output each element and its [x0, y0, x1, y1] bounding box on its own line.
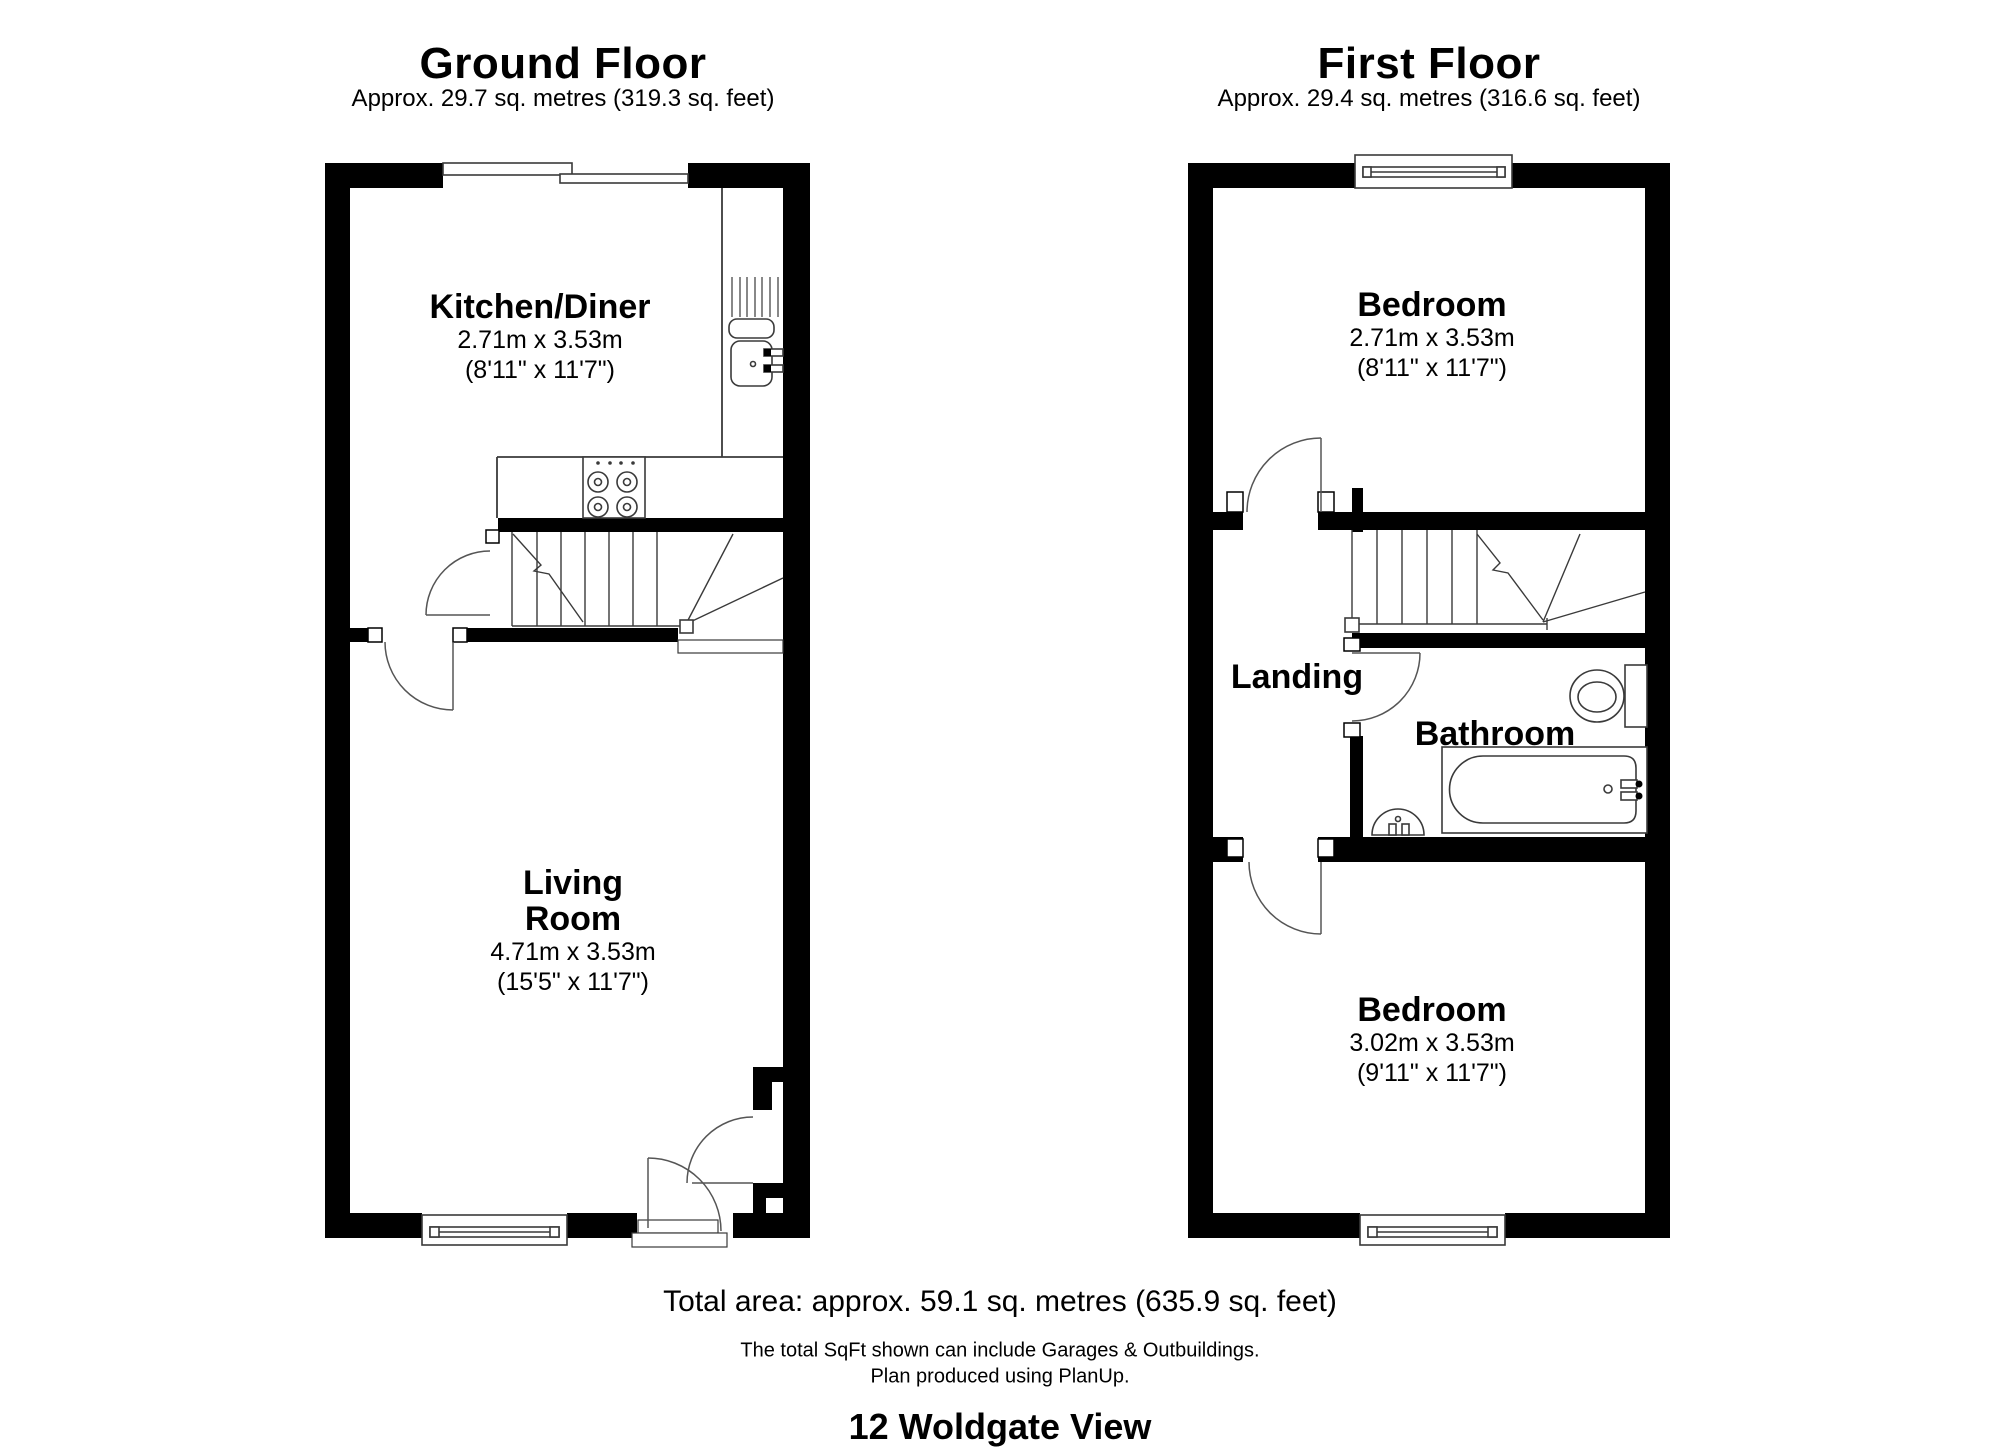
gf-vestibule-door [687, 1117, 753, 1183]
bathroom-label: Bathroom [1414, 715, 1576, 753]
living-room-name-line1: Living [522, 864, 624, 902]
gf-front-door [632, 1158, 727, 1247]
ff-stairs [1345, 530, 1645, 632]
bedroom-front-label [1349, 287, 1514, 383]
kitchen-diner-size-imperial: (8'11" x 11'7") [464, 356, 616, 384]
bathtub-icon [1442, 747, 1647, 833]
kitchen-sink-icon [729, 277, 783, 386]
bedroom-back-size-imperial: (9'11" x 11'7") [1356, 1059, 1508, 1087]
ff-bedroom-front-door [1227, 438, 1334, 512]
bedroom-back-name: Bedroom [1357, 991, 1507, 1029]
ground-floor-subtitle: Approx. 29.7 sq. metres (319.3 sq. feet) [351, 85, 775, 112]
gf-vestibule-walls [753, 1067, 785, 1214]
landing-label: Landing [1230, 658, 1364, 696]
kitchen-diner-label [429, 289, 650, 385]
ff-bedroom-back-door [1227, 839, 1334, 934]
total-area-text: Total area: approx. 59.1 sq. metres (635.9 sq. feet) [663, 1285, 1337, 1318]
bedroom-front-name: Bedroom [1357, 286, 1507, 324]
ff-bedroom-back-window-icon [1360, 1215, 1505, 1245]
gf-living-room-door [368, 628, 467, 710]
bedroom-front-size-imperial: (8'11" x 11'7") [1356, 354, 1508, 382]
bedroom-back-size-metric: 3.02m x 3.53m [1349, 1029, 1515, 1057]
toilet-icon [1570, 665, 1647, 727]
kitchen-diner-name: Kitchen/Diner [429, 288, 651, 326]
first-floor-subtitle: Approx. 29.4 sq. metres (316.6 sq. feet) [1217, 85, 1641, 112]
gf-kitchen-door [426, 530, 499, 615]
gf-kitchen-window-icon [443, 163, 688, 183]
living-room-size-metric: 4.71m x 3.53m [490, 938, 656, 966]
sqft-note-text: The total SqFt shown can include Garages & Outbuildings. [740, 1339, 1260, 1362]
hob-icon [583, 457, 645, 518]
basin-icon [1372, 809, 1424, 835]
kitchen-diner-size-metric: 2.71m x 3.53m [457, 326, 623, 354]
ff-bedroom-front-window-icon [1355, 155, 1512, 188]
bedroom-back-label [1349, 992, 1514, 1088]
first-floor-title: First Floor [1317, 39, 1541, 88]
living-room-name-line2: Room [524, 900, 622, 938]
ground-floor-title: Ground Floor [419, 39, 707, 88]
bedroom-front-size-metric: 2.71m x 3.53m [1349, 324, 1515, 352]
living-room-size-imperial: (15'5" x 11'7") [497, 968, 649, 996]
gf-living-window-icon [422, 1215, 567, 1245]
living-room-label [490, 865, 655, 997]
property-address: 12 Woldgate View [848, 1406, 1152, 1447]
planup-credit-text: Plan produced using PlanUp. [870, 1365, 1130, 1388]
